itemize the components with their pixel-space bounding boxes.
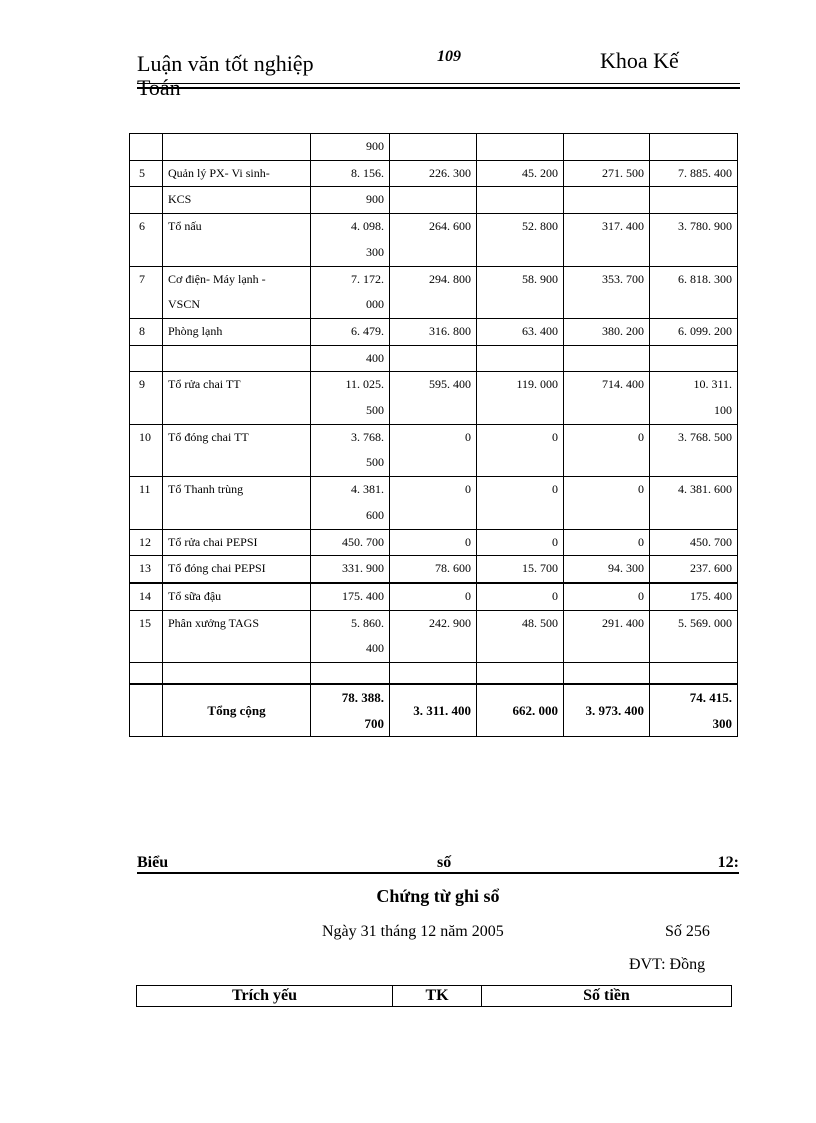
row-col2: 78. 600 — [390, 556, 477, 583]
row-total-cost-line1: 450. 700 — [342, 534, 384, 549]
row-col5 — [650, 529, 738, 556]
row-col5-line1: 175. 400 — [690, 588, 732, 603]
row-total-cost — [311, 266, 390, 318]
empty-cell — [564, 663, 650, 685]
row-department-line1: Quản lý PX- Vi sinh- — [168, 165, 270, 180]
row-index: 7 — [130, 266, 163, 318]
empty-cell — [130, 663, 163, 685]
row-index: 6 — [130, 214, 163, 266]
row-index: 10 — [130, 424, 163, 476]
row-col2: 264. 600 — [390, 214, 477, 266]
voucher-unit: ĐVT: Đồng — [629, 956, 706, 973]
row-total-cost — [311, 318, 390, 345]
row-col5 — [650, 424, 738, 476]
total-index-cell — [130, 684, 163, 737]
row-total-cost-line1: 8. 156. — [351, 165, 384, 180]
table-row — [130, 318, 738, 345]
row-department-line1: Tổ Thanh trùng — [168, 482, 244, 497]
table-row — [130, 187, 738, 214]
row-total-cost-line1: 175. 400 — [342, 588, 384, 603]
row-col5 — [650, 187, 738, 214]
header-left-line1: Luận văn tốt nghiệp — [137, 51, 314, 76]
row-total-cost — [311, 556, 390, 583]
row-index: 13 — [130, 556, 163, 583]
total-col1-line2: 700 — [364, 715, 384, 731]
row-total-cost-line1: 331. 900 — [342, 561, 384, 576]
row-department-line1: Phòng lạnh — [168, 323, 223, 338]
row-total-cost — [311, 345, 390, 372]
row-col2: 242. 900 — [390, 610, 477, 662]
row-col4: 0 — [564, 529, 650, 556]
row-col4: 0 — [564, 583, 650, 610]
table-row — [130, 529, 738, 556]
row-col5 — [650, 345, 738, 372]
total-col5 — [650, 684, 738, 737]
table-row — [130, 583, 738, 610]
row-col5-line1: 450. 700 — [690, 534, 732, 549]
row-col3: 0 — [477, 583, 564, 610]
row-col4: 94. 300 — [564, 556, 650, 583]
row-department — [163, 583, 311, 610]
row-col3: 15. 700 — [477, 556, 564, 583]
row-col4: 353. 700 — [564, 266, 650, 318]
row-col5 — [650, 214, 738, 266]
row-index: 12 — [130, 529, 163, 556]
row-col5 — [650, 266, 738, 318]
page-number: 109 — [437, 48, 461, 65]
form-label-number: 12: — [717, 854, 739, 871]
row-department-line1: Tổ rửa chai TT — [168, 377, 241, 392]
table-total-row — [130, 684, 738, 737]
row-col3 — [477, 345, 564, 372]
row-col2: 0 — [390, 477, 477, 529]
row-col5 — [650, 583, 738, 610]
row-total-cost-line2: 300 — [366, 244, 384, 259]
table-row — [130, 477, 738, 529]
header-rule-thin — [137, 83, 740, 84]
total-col1 — [311, 684, 390, 737]
row-department — [163, 529, 311, 556]
row-col5 — [650, 556, 738, 583]
row-col2 — [390, 345, 477, 372]
row-col5 — [650, 610, 738, 662]
voucher-col-account: TK — [393, 986, 482, 1007]
row-total-cost-line1: 900 — [366, 192, 384, 207]
row-department — [163, 214, 311, 266]
empty-cell — [477, 663, 564, 685]
row-total-cost-line1: 11. 025. — [345, 377, 384, 392]
form-label-word2: số — [437, 854, 452, 871]
row-col3: 0 — [477, 529, 564, 556]
row-department-line1: Tổ nấu — [168, 219, 202, 234]
voucher-col-amount: Số tiền — [482, 986, 732, 1007]
table-row-empty — [130, 663, 738, 685]
row-index — [130, 345, 163, 372]
allocation-table — [129, 133, 738, 737]
header-left-line2: Toán — [137, 75, 181, 100]
row-department — [163, 556, 311, 583]
table-row — [130, 160, 738, 187]
row-col2: 0 — [390, 583, 477, 610]
row-department — [163, 266, 311, 318]
table-row — [130, 424, 738, 476]
row-col3: 0 — [477, 477, 564, 529]
row-col2 — [390, 134, 477, 161]
row-col3 — [477, 187, 564, 214]
header-left-title — [137, 48, 314, 104]
row-col5-line2: 100 — [714, 403, 732, 418]
row-index — [130, 134, 163, 161]
row-department-line1: KCS — [168, 192, 192, 207]
row-col2 — [390, 187, 477, 214]
total-col4: 3. 973. 400 — [564, 684, 650, 737]
row-col4: 380. 200 — [564, 318, 650, 345]
total-label: Tổng cộng — [163, 684, 311, 737]
table-row — [130, 214, 738, 266]
row-total-cost-line1: 400 — [366, 350, 384, 365]
row-col3: 0 — [477, 424, 564, 476]
row-col2: 595. 400 — [390, 372, 477, 424]
row-department — [163, 345, 311, 372]
row-col2: 0 — [390, 529, 477, 556]
table-row — [130, 134, 738, 161]
row-department — [163, 160, 311, 187]
row-col3: 63. 400 — [477, 318, 564, 345]
row-department — [163, 372, 311, 424]
row-total-cost-line1: 7. 172. — [351, 271, 384, 286]
table-row — [130, 345, 738, 372]
row-col5 — [650, 318, 738, 345]
row-col3: 58. 900 — [477, 266, 564, 318]
total-col3: 662. 000 — [477, 684, 564, 737]
row-col5 — [650, 477, 738, 529]
row-index: 14 — [130, 583, 163, 610]
row-col5 — [650, 160, 738, 187]
total-col5-line2: 300 — [712, 715, 732, 731]
row-total-cost — [311, 372, 390, 424]
voucher-title: Chứng từ ghi sổ — [376, 886, 500, 906]
row-total-cost — [311, 424, 390, 476]
row-col2: 0 — [390, 424, 477, 476]
row-total-cost — [311, 610, 390, 662]
form-label — [137, 854, 739, 874]
row-index: 9 — [130, 372, 163, 424]
row-department — [163, 318, 311, 345]
row-department — [163, 610, 311, 662]
row-col5-line1: 3. 780. 900 — [678, 219, 732, 234]
row-total-cost-line1: 4. 098. — [351, 219, 384, 234]
row-col3 — [477, 134, 564, 161]
row-total-cost — [311, 477, 390, 529]
row-index: 8 — [130, 318, 163, 345]
row-total-cost-line2: 500 — [366, 403, 384, 418]
row-col5 — [650, 372, 738, 424]
row-total-cost — [311, 583, 390, 610]
row-col4: 0 — [564, 424, 650, 476]
row-col5-line1: 237. 600 — [690, 561, 732, 576]
row-index — [130, 187, 163, 214]
row-col4: 714. 400 — [564, 372, 650, 424]
row-department-line1: Phân xưởng TAGS — [168, 615, 260, 630]
empty-cell — [390, 663, 477, 685]
row-department — [163, 424, 311, 476]
row-col3: 119. 000 — [477, 372, 564, 424]
row-index: 11 — [130, 477, 163, 529]
row-total-cost-line1: 6. 479. — [351, 323, 384, 338]
row-col5-line1: 4. 381. 600 — [678, 482, 732, 497]
row-col5-line1: 6. 099. 200 — [678, 323, 732, 338]
table-row — [130, 266, 738, 318]
row-col2: 226. 300 — [390, 160, 477, 187]
row-col4 — [564, 345, 650, 372]
voucher-table — [136, 985, 732, 1007]
row-department-line1: Tổ đóng chai TT — [168, 429, 249, 444]
row-col3: 52. 800 — [477, 214, 564, 266]
row-total-cost-line1: 3. 768. — [351, 429, 384, 444]
empty-cell — [650, 663, 738, 685]
voucher-table-header — [137, 986, 732, 1007]
row-department-line2: VSCN — [168, 297, 201, 312]
total-col1-line1: 78. 388. — [341, 690, 384, 706]
row-total-cost — [311, 160, 390, 187]
row-col4: 291. 400 — [564, 610, 650, 662]
row-col4 — [564, 134, 650, 161]
voucher-number: Số 256 — [665, 923, 710, 940]
row-department — [163, 187, 311, 214]
total-col2: 3. 311. 400 — [390, 684, 477, 737]
row-col4 — [564, 187, 650, 214]
header-right-title: Khoa Kế — [600, 48, 679, 73]
row-col4: 317. 400 — [564, 214, 650, 266]
row-total-cost-line1: 5. 860. — [351, 615, 384, 630]
table-row — [130, 556, 738, 583]
row-index: 15 — [130, 610, 163, 662]
row-col5-line1: 7. 885. 400 — [678, 165, 732, 180]
form-label-word1: Biểu — [137, 854, 169, 871]
row-col2: 294. 800 — [390, 266, 477, 318]
row-total-cost-line2: 600 — [366, 507, 384, 522]
row-col2: 316. 800 — [390, 318, 477, 345]
row-total-cost-line2: 500 — [366, 455, 384, 470]
row-col4: 0 — [564, 477, 650, 529]
total-col5-line1: 74. 415. — [689, 690, 732, 706]
row-total-cost — [311, 134, 390, 161]
row-department-line1: Tổ đóng chai PEPSI — [168, 561, 266, 576]
voucher-col-description: Trích yếu — [137, 986, 393, 1007]
row-department-line1: Tổ sữa đậu — [168, 588, 222, 603]
row-department-line1: Tổ rửa chai PEPSI — [168, 534, 258, 549]
row-col5 — [650, 134, 738, 161]
table-row — [130, 372, 738, 424]
row-department — [163, 134, 311, 161]
table-row — [130, 610, 738, 662]
row-total-cost-line1: 900 — [366, 139, 384, 153]
row-total-cost-line2: 000 — [366, 297, 384, 312]
row-index: 5 — [130, 160, 163, 187]
row-total-cost — [311, 529, 390, 556]
header-rule-thick — [137, 87, 740, 89]
voucher-date: Ngày 31 tháng 12 năm 2005 — [322, 923, 504, 940]
row-col5-line1: 6. 818. 300 — [678, 271, 732, 286]
row-department-line1: Cơ điện- Máy lạnh - — [168, 271, 266, 286]
row-col3: 48. 500 — [477, 610, 564, 662]
row-col4: 271. 500 — [564, 160, 650, 187]
row-total-cost-line2: 400 — [366, 641, 384, 656]
row-total-cost — [311, 214, 390, 266]
empty-cell — [163, 663, 311, 685]
row-col3: 45. 200 — [477, 160, 564, 187]
empty-cell — [311, 663, 390, 685]
allocation-table-body — [130, 134, 738, 737]
row-total-cost — [311, 187, 390, 214]
row-total-cost-line1: 4. 381. — [351, 482, 384, 497]
row-col5-line1: 3. 768. 500 — [678, 429, 732, 444]
row-col5-line1: 10. 311. — [693, 377, 732, 392]
row-department — [163, 477, 311, 529]
row-col5-line1: 5. 569. 000 — [678, 615, 732, 630]
